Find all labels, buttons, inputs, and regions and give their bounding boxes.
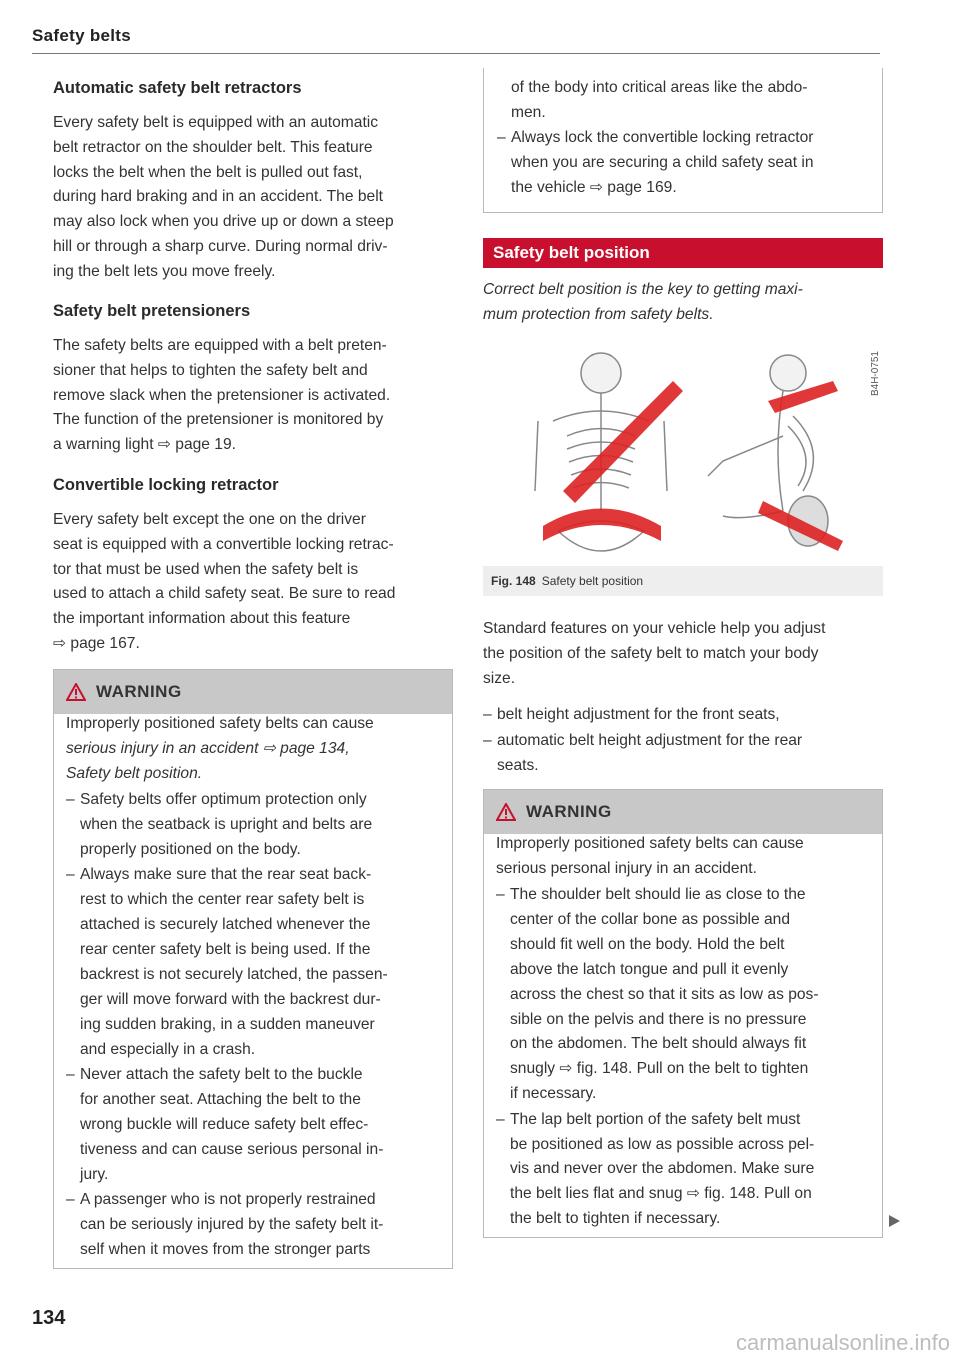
text-line: The shoulder belt should lie as close to the xyxy=(510,886,806,903)
warning-label: WARNING xyxy=(96,682,182,701)
text-line: center of the collar bone as possible and xyxy=(510,910,791,928)
figure-number: Fig. 148 xyxy=(491,574,536,588)
text-line: of the body into critical areas like the abdo- xyxy=(511,79,808,96)
watermark: carmanualsonline.info xyxy=(735,1330,950,1355)
text-line: size. xyxy=(483,669,516,687)
text-line: Always lock the convertible locking retractor xyxy=(511,129,814,147)
text-line: ing the belt lets you move freely. xyxy=(53,262,276,280)
text-line: should fit well on the body. Hold the belt xyxy=(510,935,785,953)
warning-box-right xyxy=(483,789,883,1238)
bullet-dash: – xyxy=(496,1110,505,1128)
text-line: rear center safety belt is being used. If the xyxy=(80,940,371,958)
text-line: seat is equipped with a convertible locking retrac- xyxy=(53,535,394,553)
text-line: the position of the safety belt to match your body xyxy=(483,644,819,662)
text-line: Improperly positioned safety belts can cause xyxy=(66,715,374,732)
text-line: mum protection from safety belts. xyxy=(483,305,714,323)
text-line: serious injury in an accident ⇨ page 134, xyxy=(66,739,350,757)
bullet-dash: – xyxy=(483,731,492,749)
text-line: above the latch tongue and pull it evenly xyxy=(510,960,789,978)
text-line: self when it moves from the stronger parts xyxy=(80,1240,371,1258)
text-line: wrong buckle will reduce safety belt effec- xyxy=(80,1115,369,1133)
header-rule xyxy=(32,53,880,54)
text-line: automatic belt height adjustment for the rear xyxy=(497,731,803,749)
bullet-item xyxy=(66,788,452,863)
warning-box-left xyxy=(53,669,453,1269)
text-line: Never attach the safety belt to the buckle xyxy=(80,1065,363,1083)
text-line: A passenger who is not properly restrained xyxy=(80,1190,376,1208)
bullet-dash: – xyxy=(483,706,492,723)
text-line: can be seriously injured by the safety belt it- xyxy=(80,1215,384,1233)
text-line: the important information about this feature xyxy=(53,610,351,628)
text-line: may also lock when you drive up or down a steep xyxy=(53,213,394,231)
warning-header xyxy=(54,670,452,714)
bullet-dash: – xyxy=(496,886,505,903)
bullet-item xyxy=(483,729,869,779)
text-line: Improperly positioned safety belts can cause xyxy=(496,835,804,852)
text-line: hill or through a sharp curve. During normal driv- xyxy=(53,237,388,255)
text-line: tiveness and can cause serious personal in- xyxy=(80,1140,384,1158)
text-line: Correct belt position is the key to getting maxi- xyxy=(483,281,803,298)
heading-retractors: Automatic safety belt retractors xyxy=(53,79,302,97)
text-line: used to attach a child safety seat. Be sure to read xyxy=(53,585,396,603)
section-subtitle xyxy=(483,278,803,328)
bullet-item xyxy=(66,1188,452,1263)
text-line: rest to which the center rear safety belt is xyxy=(80,891,365,909)
text-line: for another seat. Attaching the belt to the xyxy=(80,1090,361,1108)
text-line: properly positioned on the body. xyxy=(80,840,301,858)
text-line: sible on the pelvis and there is no pressure xyxy=(510,1010,807,1028)
section-title: Safety belt position xyxy=(493,243,650,262)
text-line: the belt to tighten if necessary. xyxy=(510,1210,721,1228)
text-line: be positioned as low as possible across pel- xyxy=(510,1135,815,1153)
text-line: tor that must be used when the safety belt is xyxy=(53,560,359,578)
warning-intro-right xyxy=(496,832,876,882)
text-line: the belt lies flat and snug ⇨ fig. 148. Pull on xyxy=(510,1185,812,1203)
para-convertible xyxy=(53,508,395,657)
warning-label-right: WARNING xyxy=(526,802,612,821)
bullet-item xyxy=(66,1063,452,1188)
text-line: when the seatback is upright and belts are xyxy=(80,815,373,833)
section-title-bar xyxy=(483,238,883,268)
page-number: 134 xyxy=(32,1307,66,1329)
text-line: Always make sure that the rear seat back- xyxy=(80,866,372,884)
warning-triangle-icon xyxy=(66,683,86,701)
figure-code: B4H-0751 xyxy=(870,351,881,397)
text-line: vis and never over the abdomen. Make sure xyxy=(510,1160,815,1178)
section-header: Safety belts xyxy=(32,26,132,45)
text-line: Standard features on your vehicle help you adjust xyxy=(483,620,826,637)
text-line: ⇨ page 167. xyxy=(53,634,140,652)
text-line: men. xyxy=(511,103,546,121)
text-line: during hard braking and in an accident. The belt xyxy=(53,188,384,206)
text-line: The function of the pretensioner is monitored by xyxy=(53,411,384,429)
text-line: and especially in a crash. xyxy=(80,1040,256,1058)
text-line: The safety belts are equipped with a belt preten- xyxy=(53,337,387,354)
skeleton-illustration xyxy=(483,341,883,566)
heading-pretensioners: Safety belt pretensioners xyxy=(53,302,251,320)
text-line: sioner that helps to tighten the safety belt and xyxy=(53,361,368,379)
figure-caption-text: Safety belt position xyxy=(541,574,644,588)
text-line: belt height adjustment for the front seats, xyxy=(497,706,780,723)
bullet-dash: – xyxy=(66,866,75,884)
text-line: belt retractor on the shoulder belt. This feature xyxy=(53,138,373,156)
text-line: locks the belt when the belt is pulled out fast, xyxy=(53,163,363,181)
text-line: if necessary. xyxy=(510,1085,597,1103)
text-line: Every safety belt is equipped with an automatic xyxy=(53,114,379,131)
figure-148 xyxy=(483,341,883,596)
text-line: ing sudden braking, in a sudden maneuver xyxy=(80,1015,375,1033)
text-line: on the abdomen. The belt should always fit xyxy=(510,1035,807,1053)
text-line: the vehicle ⇨ page 169. xyxy=(511,179,677,197)
text-line: Every safety belt except the one on the driver xyxy=(53,511,366,528)
warning-intro xyxy=(66,712,446,787)
bullet-dash: – xyxy=(497,129,506,147)
text-line: snugly ⇨ fig. 148. Pull on the belt to tighten xyxy=(510,1060,809,1078)
para-standard xyxy=(483,617,825,691)
text-line: a warning light ⇨ page 19. xyxy=(53,436,236,454)
figure-illustration xyxy=(483,341,883,566)
heading-convertible: Convertible locking retractor xyxy=(53,476,279,494)
warning-triangle-icon xyxy=(496,803,516,821)
bullet-dash: – xyxy=(66,1065,75,1083)
para-retractors xyxy=(53,111,394,285)
bullet-item xyxy=(497,126,883,201)
bullet-dash: – xyxy=(66,1190,75,1208)
text-line: The lap belt portion of the safety belt must xyxy=(510,1110,801,1128)
text-line: Safety belt position. xyxy=(66,764,203,782)
text-line: serious personal injury in an accident. xyxy=(496,859,757,877)
text-line: backrest is not securely latched, the passen- xyxy=(80,965,388,983)
text-line: Safety belts offer optimum protection only xyxy=(80,791,367,808)
text-line: remove slack when the pretensioner is activated. xyxy=(53,386,391,404)
text-line: across the chest so that it sits as low as pos- xyxy=(510,985,819,1003)
warning-header-right xyxy=(484,790,882,834)
bullet-item xyxy=(511,76,883,126)
bullet-item xyxy=(66,863,452,1062)
para-pretensioners xyxy=(53,334,390,458)
continue-arrow-icon xyxy=(887,1214,901,1228)
text-line: attached is securely latched whenever the xyxy=(80,916,371,933)
text-line: ger will move forward with the backrest dur- xyxy=(80,990,381,1008)
figure-caption xyxy=(491,574,643,588)
text-line: when you are securing a child safety seat in xyxy=(511,154,814,172)
text-line: jury. xyxy=(80,1165,109,1183)
bullet-dash: – xyxy=(66,791,75,808)
bullet-item xyxy=(496,883,882,1107)
bullet-item xyxy=(483,703,869,728)
bullet-item xyxy=(496,1108,882,1233)
text-line: seats. xyxy=(497,756,539,774)
continued-warning-box xyxy=(483,68,883,213)
